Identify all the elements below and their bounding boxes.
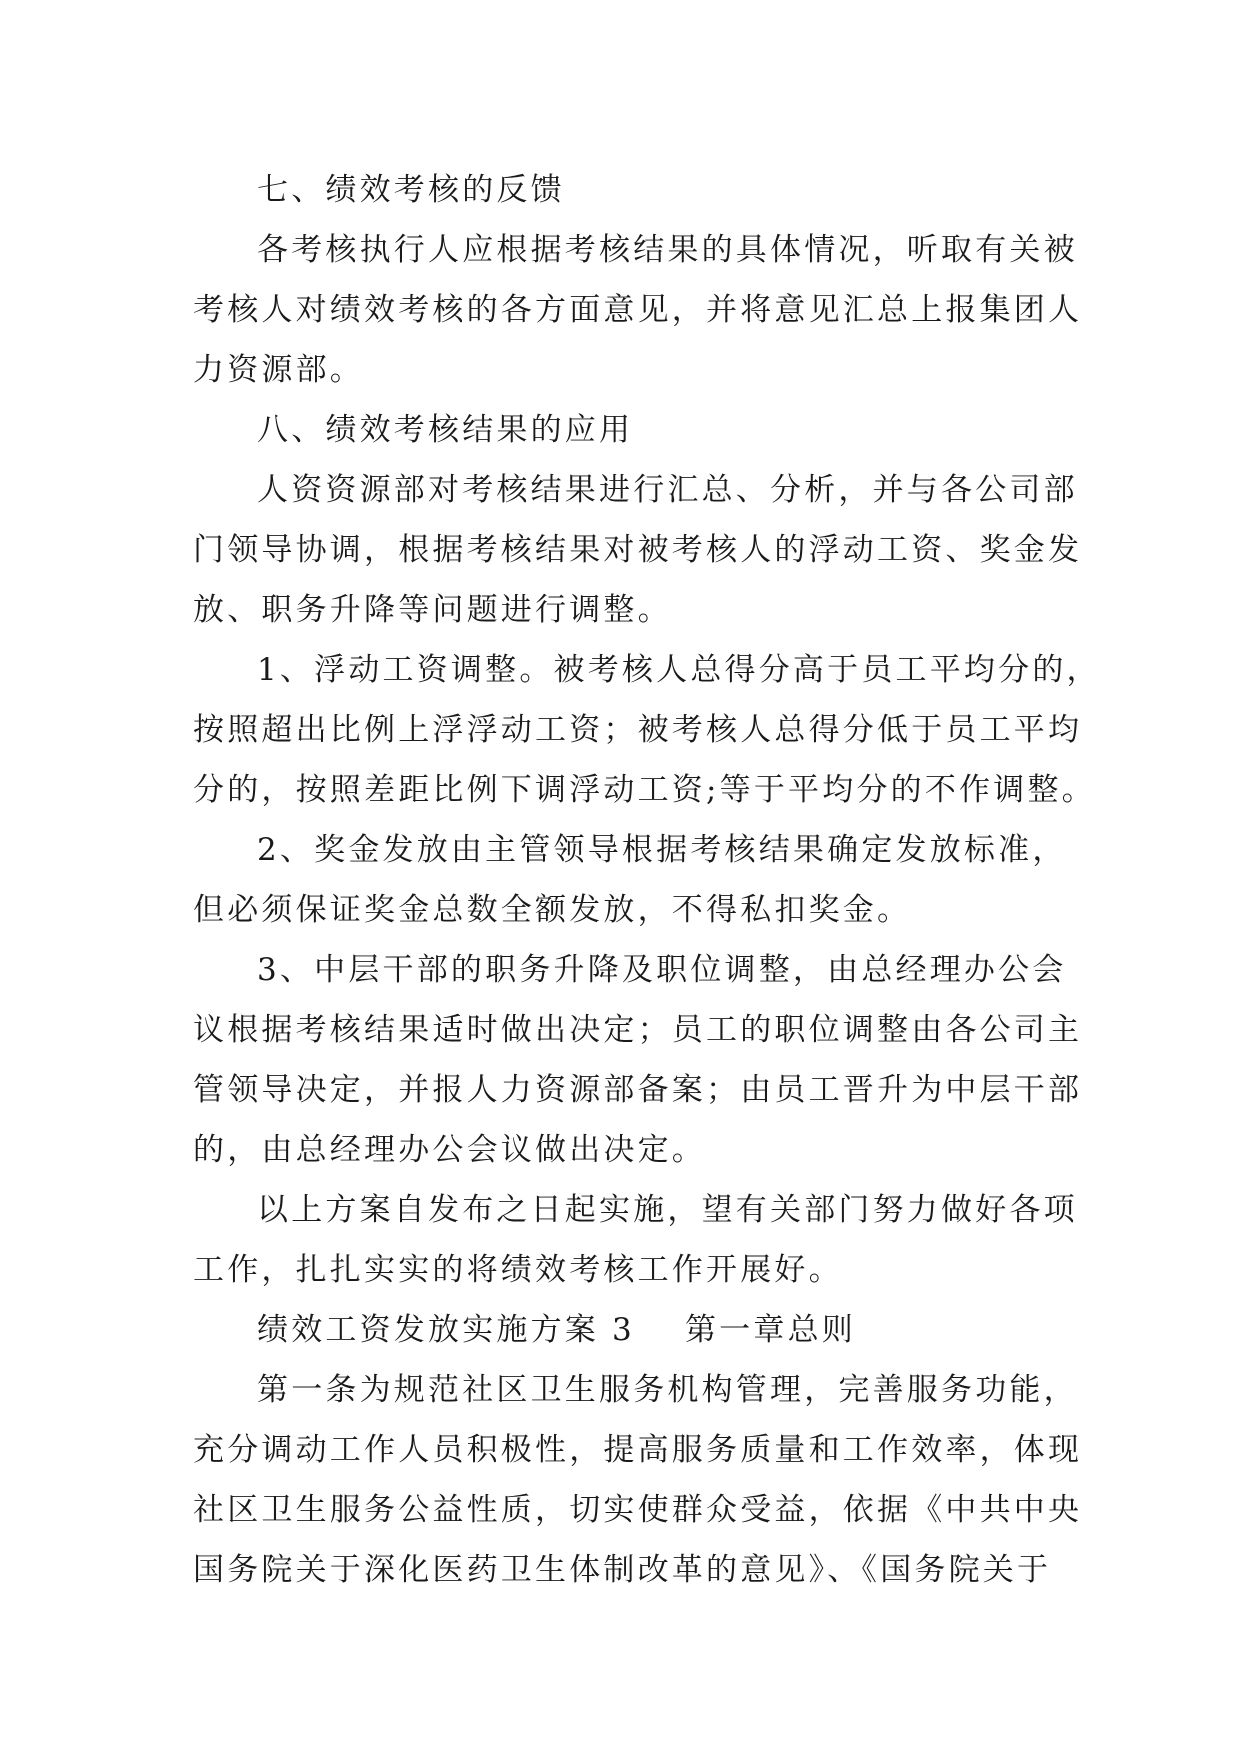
document-body <box>193 160 1101 1600</box>
list-item-1-line: 按照超出比例上浮浮动工资；被考核人总得分低于员工平均 <box>193 712 1083 748</box>
list-item-2-line: 2、奖金发放由主管领导根据考核结果确定发放标准， <box>257 832 1067 868</box>
paragraph-line: 门领导协调，根据考核结果对被考核人的浮动工资、奖金发 <box>193 532 1083 568</box>
list-item-3-line: 管领导决定，并报人力资源部备案；由员工晋升为中层干部 <box>193 1072 1083 1108</box>
closing-line: 以上方案自发布之日起实施，望有关部门努力做好各项 <box>257 1192 1078 1228</box>
plan-title-line <box>193 1300 1063 1360</box>
paragraph-line: 各考核执行人应根据考核结果的具体情况，听取有关被 <box>257 232 1078 268</box>
closing-line: 工作，扎扎实实的将绩效考核工作开展好。 <box>193 1252 843 1288</box>
list-item-1-line: 1、浮动工资调整。被考核人总得分高于员工平均分的， <box>257 652 1101 688</box>
section-heading-8: 八、绩效考核结果的应用 <box>257 412 634 448</box>
chapter-heading: 第一章总则 <box>684 1312 856 1348</box>
list-item-2-line: 但必须保证奖金总数全额发放，不得私扣奖金。 <box>193 892 912 928</box>
list-item-1-line: 分的，按照差距比例下调浮动工资;等于平均分的不作调整。 <box>193 772 1096 808</box>
paragraph-line: 考核人对绩效考核的各方面意见，并将意见汇总上报集团人 <box>193 292 1083 328</box>
article-line: 国务院关于深化医药卫生体制改革的意见》、《国务院关于 <box>193 1552 1052 1588</box>
article-line: 社区卫生服务公益性质，切实使群众受益，依据《中共中央 <box>193 1492 1083 1528</box>
paragraph-line: 力资源部。 <box>193 352 364 388</box>
article-line: 充分调动工作人员积极性，提高服务质量和工作效率，体现 <box>193 1432 1083 1468</box>
list-item-3-line: 议根据考核结果适时做出决定；员工的职位调整由各公司主 <box>193 1012 1083 1048</box>
paragraph-line: 人资资源部对考核结果进行汇总、分析，并与各公司部 <box>257 472 1078 508</box>
plan-title: 绩效工资发放实施方案 3 <box>257 1312 635 1348</box>
list-item-3-line: 的，由总经理办公会议做出决定。 <box>193 1132 706 1168</box>
list-item-3-line: 3、中层干部的职务升降及职位调整，由总经理办公会 <box>257 952 1067 988</box>
paragraph-line: 放、职务升降等问题进行调整。 <box>193 592 672 628</box>
section-heading-7: 七、绩效考核的反馈 <box>257 172 565 208</box>
article-line: 第一条为规范社区卫生服务机构管理，完善服务功能， <box>257 1372 1078 1408</box>
